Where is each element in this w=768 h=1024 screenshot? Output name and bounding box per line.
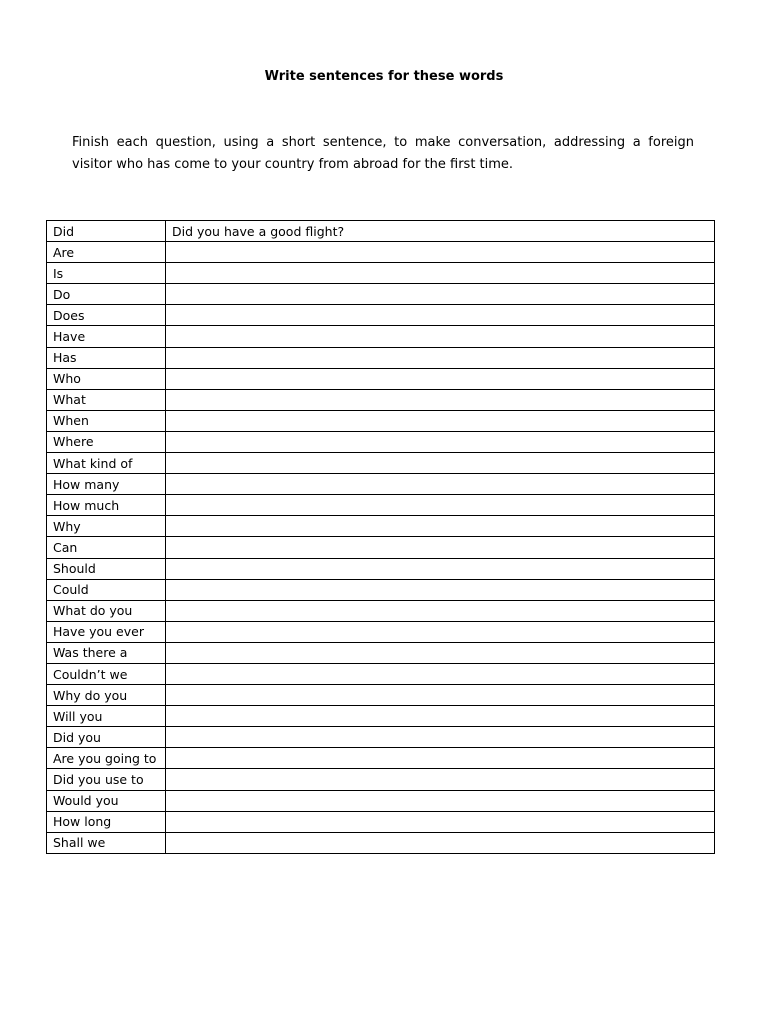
table-row xyxy=(47,263,715,284)
answer-cell[interactable] xyxy=(166,263,715,284)
table-row xyxy=(47,769,715,790)
worksheet-body xyxy=(47,221,715,854)
answer-cell[interactable] xyxy=(166,431,715,452)
prompt-cell: Does xyxy=(47,305,166,326)
prompt-cell: What kind of xyxy=(47,453,166,474)
answer-cell[interactable] xyxy=(166,748,715,769)
answer-cell[interactable] xyxy=(166,495,715,516)
answer-cell[interactable] xyxy=(166,832,715,853)
answer-cell[interactable] xyxy=(166,474,715,495)
table-row xyxy=(47,727,715,748)
prompt-cell: Do xyxy=(47,284,166,305)
answer-cell[interactable] xyxy=(166,621,715,642)
answer-cell[interactable] xyxy=(166,706,715,727)
answer-cell[interactable] xyxy=(166,389,715,410)
page-title: Write sentences for these words xyxy=(264,69,504,84)
table-row xyxy=(47,368,715,389)
table-row xyxy=(47,389,715,410)
answer-cell[interactable] xyxy=(166,579,715,600)
answer-cell[interactable] xyxy=(166,326,715,347)
prompt-cell: Why xyxy=(47,516,166,537)
answer-cell[interactable] xyxy=(166,242,715,263)
prompt-cell: Who xyxy=(47,368,166,389)
prompt-cell: Shall we xyxy=(47,832,166,853)
table-row xyxy=(47,790,715,811)
table-row xyxy=(47,558,715,579)
prompt-cell: When xyxy=(47,410,166,431)
prompt-cell: Did you use to xyxy=(47,769,166,790)
prompt-cell: Should xyxy=(47,558,166,579)
prompt-cell: How many xyxy=(47,474,166,495)
table-row xyxy=(47,832,715,853)
answer-cell[interactable] xyxy=(166,663,715,684)
prompt-cell: Why do you xyxy=(47,685,166,706)
prompt-cell: Can xyxy=(47,537,166,558)
prompt-cell: Are you going to xyxy=(47,748,166,769)
worksheet-table xyxy=(46,220,715,854)
table-row xyxy=(47,621,715,642)
answer-cell[interactable] xyxy=(166,537,715,558)
table-row xyxy=(47,600,715,621)
table-row xyxy=(47,305,715,326)
answer-cell[interactable] xyxy=(166,558,715,579)
table-row xyxy=(47,748,715,769)
table-row xyxy=(47,474,715,495)
answer-cell[interactable] xyxy=(166,642,715,663)
answer-cell[interactable] xyxy=(166,790,715,811)
table-row xyxy=(47,706,715,727)
prompt-cell: What xyxy=(47,389,166,410)
prompt-cell: Have you ever xyxy=(47,621,166,642)
prompt-cell: Did xyxy=(47,221,166,242)
table-row xyxy=(47,431,715,452)
prompt-cell: Could xyxy=(47,579,166,600)
table-row xyxy=(47,579,715,600)
table-row xyxy=(47,453,715,474)
prompt-cell: Was there a xyxy=(47,642,166,663)
answer-cell[interactable]: Did you have a good flight? xyxy=(166,221,715,242)
table-row xyxy=(47,537,715,558)
table-row xyxy=(47,516,715,537)
answer-cell[interactable] xyxy=(166,368,715,389)
answer-cell[interactable] xyxy=(166,410,715,431)
prompt-cell: Has xyxy=(47,347,166,368)
answer-cell[interactable] xyxy=(166,516,715,537)
prompt-cell: Is xyxy=(47,263,166,284)
prompt-cell: Did you xyxy=(47,727,166,748)
table-row xyxy=(47,347,715,368)
prompt-cell: How long xyxy=(47,811,166,832)
prompt-cell: Are xyxy=(47,242,166,263)
answer-cell[interactable] xyxy=(166,600,715,621)
answer-cell[interactable] xyxy=(166,284,715,305)
table-row xyxy=(47,410,715,431)
table-row xyxy=(47,221,715,242)
table-row xyxy=(47,663,715,684)
answer-cell[interactable] xyxy=(166,727,715,748)
table-row xyxy=(47,242,715,263)
prompt-cell: Couldn’t we xyxy=(47,663,166,684)
answer-cell[interactable] xyxy=(166,769,715,790)
table-row xyxy=(47,811,715,832)
answer-cell[interactable] xyxy=(166,305,715,326)
table-row xyxy=(47,495,715,516)
answer-cell[interactable] xyxy=(166,811,715,832)
prompt-cell: Will you xyxy=(47,706,166,727)
table-row xyxy=(47,284,715,305)
prompt-cell: What do you xyxy=(47,600,166,621)
table-row xyxy=(47,685,715,706)
answer-cell[interactable] xyxy=(166,685,715,706)
prompt-cell: How much xyxy=(47,495,166,516)
prompt-cell: Have xyxy=(47,326,166,347)
prompt-cell: Where xyxy=(47,431,166,452)
prompt-cell: Would you xyxy=(47,790,166,811)
answer-cell[interactable] xyxy=(166,347,715,368)
answer-cell[interactable] xyxy=(166,453,715,474)
instructions-text: Finish each question, using a short sentence, to make conversation, addressing a foreign visitor who has come to your country from abroad for the first time. xyxy=(72,135,694,172)
table-row xyxy=(47,326,715,347)
table-row xyxy=(47,642,715,663)
